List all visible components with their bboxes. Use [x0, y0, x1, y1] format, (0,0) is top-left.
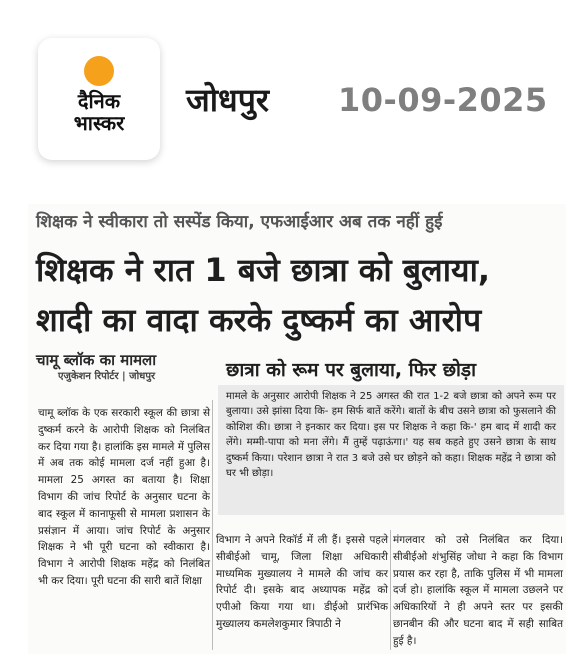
highlight-text: मामले के अनुसार आरोपी शिक्षक ने 25 अगस्त की रात 1-2 बजे छात्रा को अपने रूम पर बुलाया। उसे झांसा दिया कि- हम सिर्फ बातें करेंगे। बातों के बीच उसने छात्रा को फुसलाने की कोशिश की। छात्रा ने इनकार कर दिया। इस पर शिक्षक ने कहा कि-' हम बाद में शादी कर लेंगे। मम्मी-पापा को मना लेंगे। मैं तुम्हें पढ़ाऊंगा।' यह सब कहते हुए उसने छात्रा के साथ दुष्कर्म किया। परेशान छात्रा ने रात 3 बजे उसे घर छोड़ने को कहा। शिक्षक महेंद्र ने छात्रा को घर भी छोड़ा।: [226, 391, 556, 480]
body-column-2: विभाग ने अपने रिकॉर्ड में ली हैं। इससे पहले सीबीईओ चामू, जिला शिक्षा अधिकारी माध्यमिक मुख्यालय ने मामले की जांच कर रिपोर्ट दी। इसके बाद अध्यापक महेंद्र को एपीओ किया गया था। डीईओ प्रारंभिक मुख्यालय कमलेशकुमार त्रिपाठी ने: [216, 534, 388, 630]
headline-line-2: शादी का वादा करके दुष्कर्म का आरोप: [36, 301, 482, 339]
article-subhead: छात्रा को रूम पर बुलाया, फिर छोड़ा: [226, 359, 477, 381]
body-column-1: चामू ब्लॉक के एक सरकारी स्कूल की छात्रा से दुष्कर्म करने के आरोपी शिक्षक को निलंबित कर दिया गया है। हालांकि इस मामले में पुलिस में अब तक कोई मामला दर्ज नहीं हुआ है। मामला 25 अगस्त का बताया है। शिक्षा विभाग की जांच रिपोर्ट के अनुसार घटना के बाद स्कूल में कानाफूसी से मामला प्रशासन के प्रसंज्ञान में आया। जांच रिपोर्ट के अनुसार शिक्षक ने भी पूरी घटना को स्वीकारा है। विभाग ने आरोपी शिक्षक महेंद्र को निलंबित भी कर दिया। पूरी घटना की सारी बातें शिक्षा: [38, 407, 210, 587]
article-kicker: शिक्षक ने स्वीकारा तो सस्पेंड किया, एफआईआर अब तक नहीं हुई: [36, 212, 443, 232]
highlight-box: [218, 385, 564, 515]
edition-city: जोधपुर: [186, 81, 269, 119]
column-divider: [390, 530, 391, 650]
logo-line-2: भास्कर: [73, 111, 125, 135]
logo-wordmark: [38, 90, 160, 134]
body-column-3: मंगलवार को उसे निलंबित कर दिया। सीबीईओ शंभुसिंह जोधा ने कहा कि विभाग प्रयास कर रहा है, ताकि पुलिस में भी मामला दर्ज हो। हालांकि स्कूल में मामला उछलने पर अधिकारियों ने ही अपने स्तर पर इसकी छानबीन की और घटना बाद में सही साबित हुई है।: [393, 534, 563, 647]
byline-credit: एजुकेशन रिपोर्टर | जोधपुर: [58, 371, 156, 382]
newspaper-logo: [38, 38, 160, 160]
byline-title: चामू ब्लॉक का मामला: [36, 351, 157, 369]
headline-line-1: शिक्षक ने रात 1 बजे छात्रा को बुलाया,: [36, 251, 491, 289]
edition-date: 10-09-2025: [338, 81, 548, 119]
sun-icon: [84, 56, 114, 86]
column-divider: [212, 400, 213, 650]
byline: [36, 350, 206, 384]
logo-line-1: दैनिक: [77, 89, 121, 113]
